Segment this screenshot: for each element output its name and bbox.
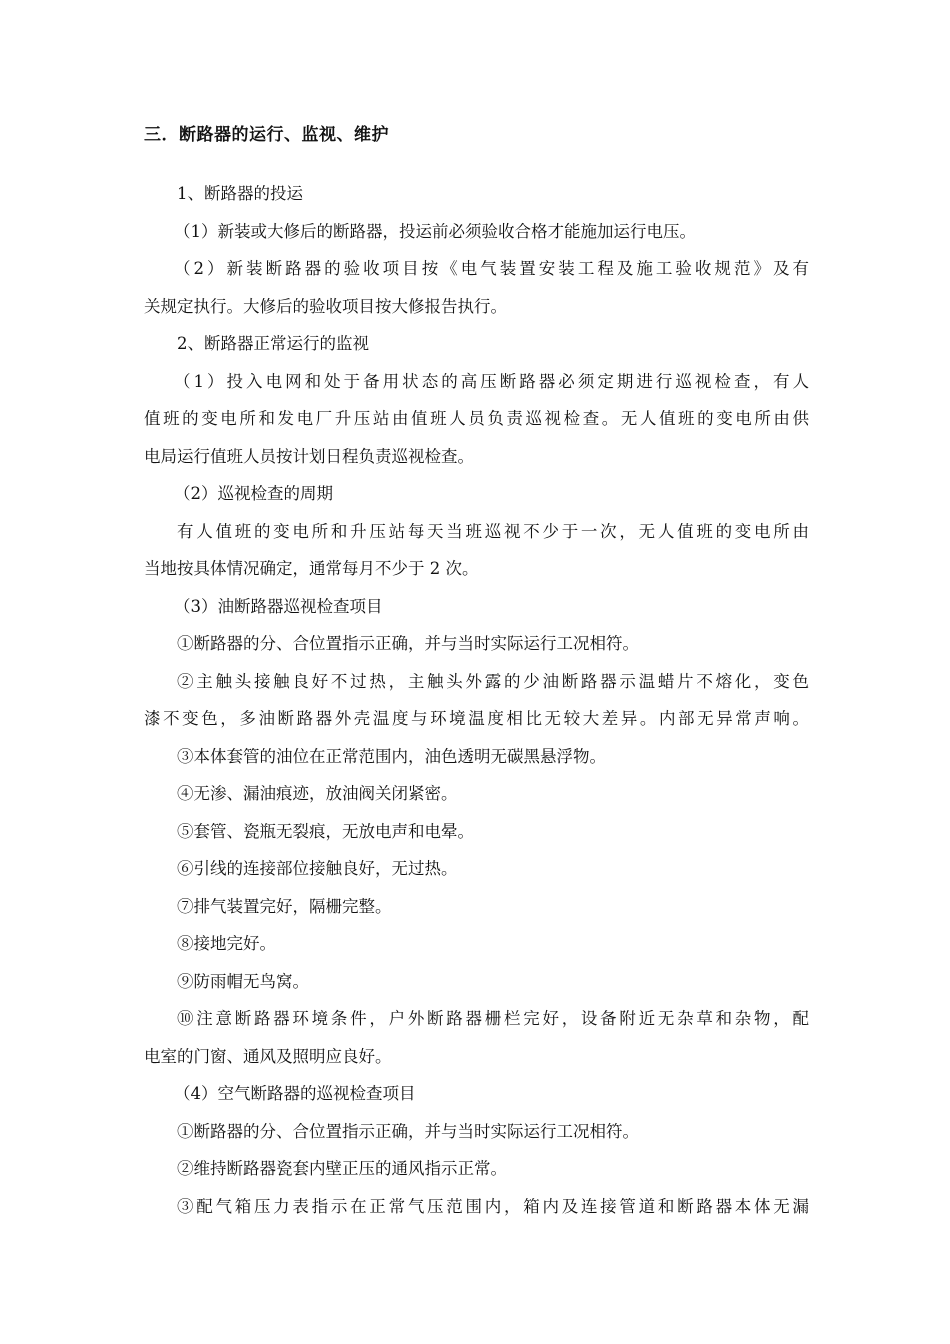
- paragraph-line: （1）投入电网和处于备用状态的高压断路器必须定期进行巡视检查，有人: [174, 371, 809, 391]
- paragraph-line: 值班的变电所和发电厂升压站由值班人员负责巡视检查。无人值班的变电所由供: [144, 409, 809, 428]
- subsection-title: 1、断路器的投运: [177, 184, 303, 203]
- list-item-continuation: 漆不变色，多油断路器外壳温度与环境温度相比无较大差异。内部无异常声响。: [144, 709, 809, 728]
- paragraph-line: （4）空气断路器的巡视检查项目: [174, 1084, 416, 1103]
- list-item: ③本体套管的油位在正常范围内，油色透明无碳黑悬浮物。: [177, 746, 606, 766]
- list-item: ①断路器的分、合位置指示正确，并与当时实际运行工况相符。: [177, 634, 639, 653]
- paragraph-line: （2）巡视检查的周期: [174, 484, 333, 503]
- section-heading: 三．断路器的运行、监视、维护: [144, 125, 389, 145]
- subsection-title: 2、断路器正常运行的监视: [177, 334, 369, 353]
- paragraph-line: （3）油断路器巡视检查项目: [174, 596, 383, 616]
- list-item: ②维持断路器瓷套内壁正压的通风指示正常。: [177, 1159, 507, 1178]
- list-item: ⑤套管、瓷瓶无裂痕，无放电声和电晕。: [177, 821, 474, 841]
- paragraph-line: （2）新装断路器的验收项目按《电气装置安装工程及施工验收规范》及有: [174, 259, 809, 278]
- list-item: ⑩注意断路器环境条件，户外断路器栅栏完好，设备附近无杂草和杂物，配: [177, 1009, 809, 1028]
- paragraph-line: 有人值班的变电所和升压站每天当班巡视不少于一次，无人值班的变电所由: [177, 521, 809, 541]
- paragraph-line: 电局运行值班人员按计划日程负责巡视检查。: [144, 446, 474, 466]
- list-item: ③配气箱压力表指示在正常气压范围内，箱内及连接管道和断路器本体无漏: [177, 1196, 809, 1216]
- list-item: ④无渗、漏油痕迹，放油阀关闭紧密。: [177, 784, 458, 803]
- list-item: ①断路器的分、合位置指示正确，并与当时实际运行工况相符。: [177, 1121, 639, 1141]
- list-item: ②主触头接触良好不过热，主触头外露的少油断路器示温蜡片不熔化，变色: [177, 671, 809, 691]
- list-item: ⑥引线的连接部位接触良好，无过热。: [177, 859, 458, 878]
- list-item-continuation: 电室的门窗、通风及照明应良好。: [144, 1046, 392, 1066]
- paragraph-line: 关规定执行。大修后的验收项目按大修报告执行。: [144, 296, 507, 316]
- paragraph-line: 当地按具体情况确定，通常每月不少于 2 次。: [144, 559, 479, 578]
- list-item: ⑨防雨帽无鸟窝。: [177, 971, 309, 991]
- paragraph-line: （1）新装或大修后的断路器，投运前必须验收合格才能施加运行电压。: [174, 221, 696, 241]
- document-body: [144, 175, 809, 1225]
- list-item: ⑦排气装置完好，隔栅完整。: [177, 896, 392, 916]
- list-item: ⑧接地完好。: [177, 934, 276, 953]
